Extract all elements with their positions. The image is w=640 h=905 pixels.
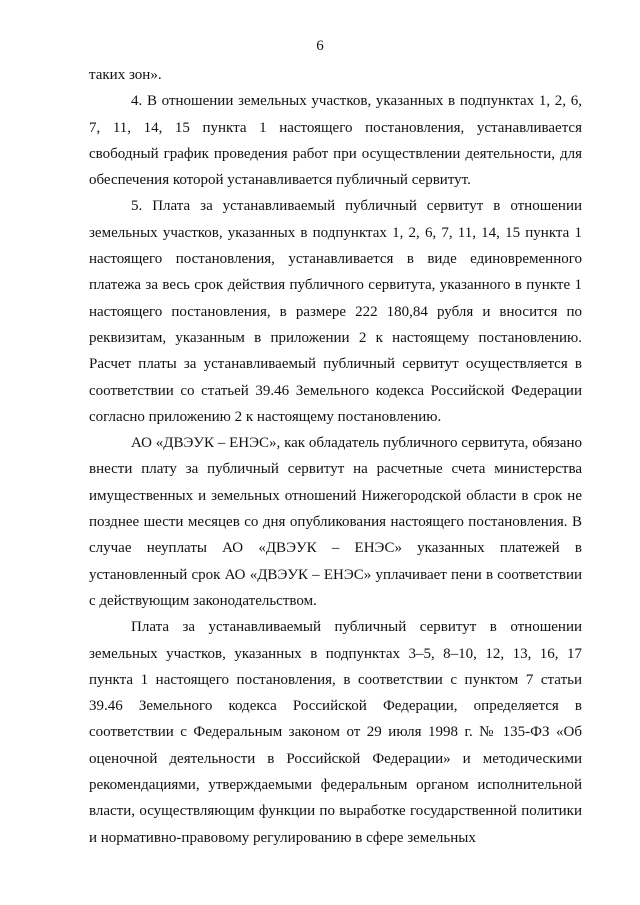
paragraph-item-4: 4. В отношении земельных участков, указанных в подпунктах 1, 2, 6, 7, 11, 14, 15 пункта 1 настоящего постановления, устанавливается свободный график проведения работ при осуществлении деятельности, для обеспечения которой устанавливается публичный сервитут. (89, 93, 582, 189)
paragraph-fee-determination: Плата за устанавливаемый публичный сервитут в отношении земельных участков, указанных в подпунктах 3–5, 8–10, 12, 13, 16, 17 пункта 1 настоящего постановления, в соответствии с пунктом 7 статьи 39.46 Земельного кодекса Российской Федерации, определяется в соответствии с Федеральным законом от 29 июля 1998 г. № 135-ФЗ «Об оценочной деятельности в Российской Федерации» и методическими рекомендациями, утверждаемыми федеральным органом исполнительной власти, осуществляющим функции по выработке государственной политики и нормативно-правовому регулированию в сфере земельных (89, 619, 582, 846)
document-body (89, 62, 582, 851)
paragraph-item-5: 5. Плата за устанавливаемый публичный сервитут в отношении земельных участков, указанных в подпунктах 1, 2, 6, 7, 11, 14, 15 пункта 1 настоящего постановления, устанавливается в виде единовременного платежа за весь срок действия публичного сервитута, указанного в пункте 1 настоящего постановления, в размере 222 180,84 рубля и вносится по реквизитам, указанным в приложении 2 к настоящему постановлению. Расчет платы за устанавливаемый публичный сервитут осуществляется в соответствии со статьей 39.46 Земельного кодекса Российской Федерации согласно приложению 2 к настоящему постановлению. (89, 198, 582, 425)
page-number: 6 (316, 38, 324, 54)
paragraph-continuation: таких зон». (89, 67, 162, 83)
paragraph-payment-obligation: АО «ДВЭУК – ЕНЭС», как обладатель публичного сервитута, обязано внести плату за публичный сервитут на расчетные счета министерства имущественных и земельных отношений Нижегородской области в срок не позднее шести месяцев со дня опубликования настоящего постановления. В случае неуплаты АО «ДВЭУК – ЕНЭС» указанных платежей в установленный срок АО «ДВЭУК – ЕНЭС» уплачивает пени в соответствии с действующим законодательством. (89, 435, 582, 609)
